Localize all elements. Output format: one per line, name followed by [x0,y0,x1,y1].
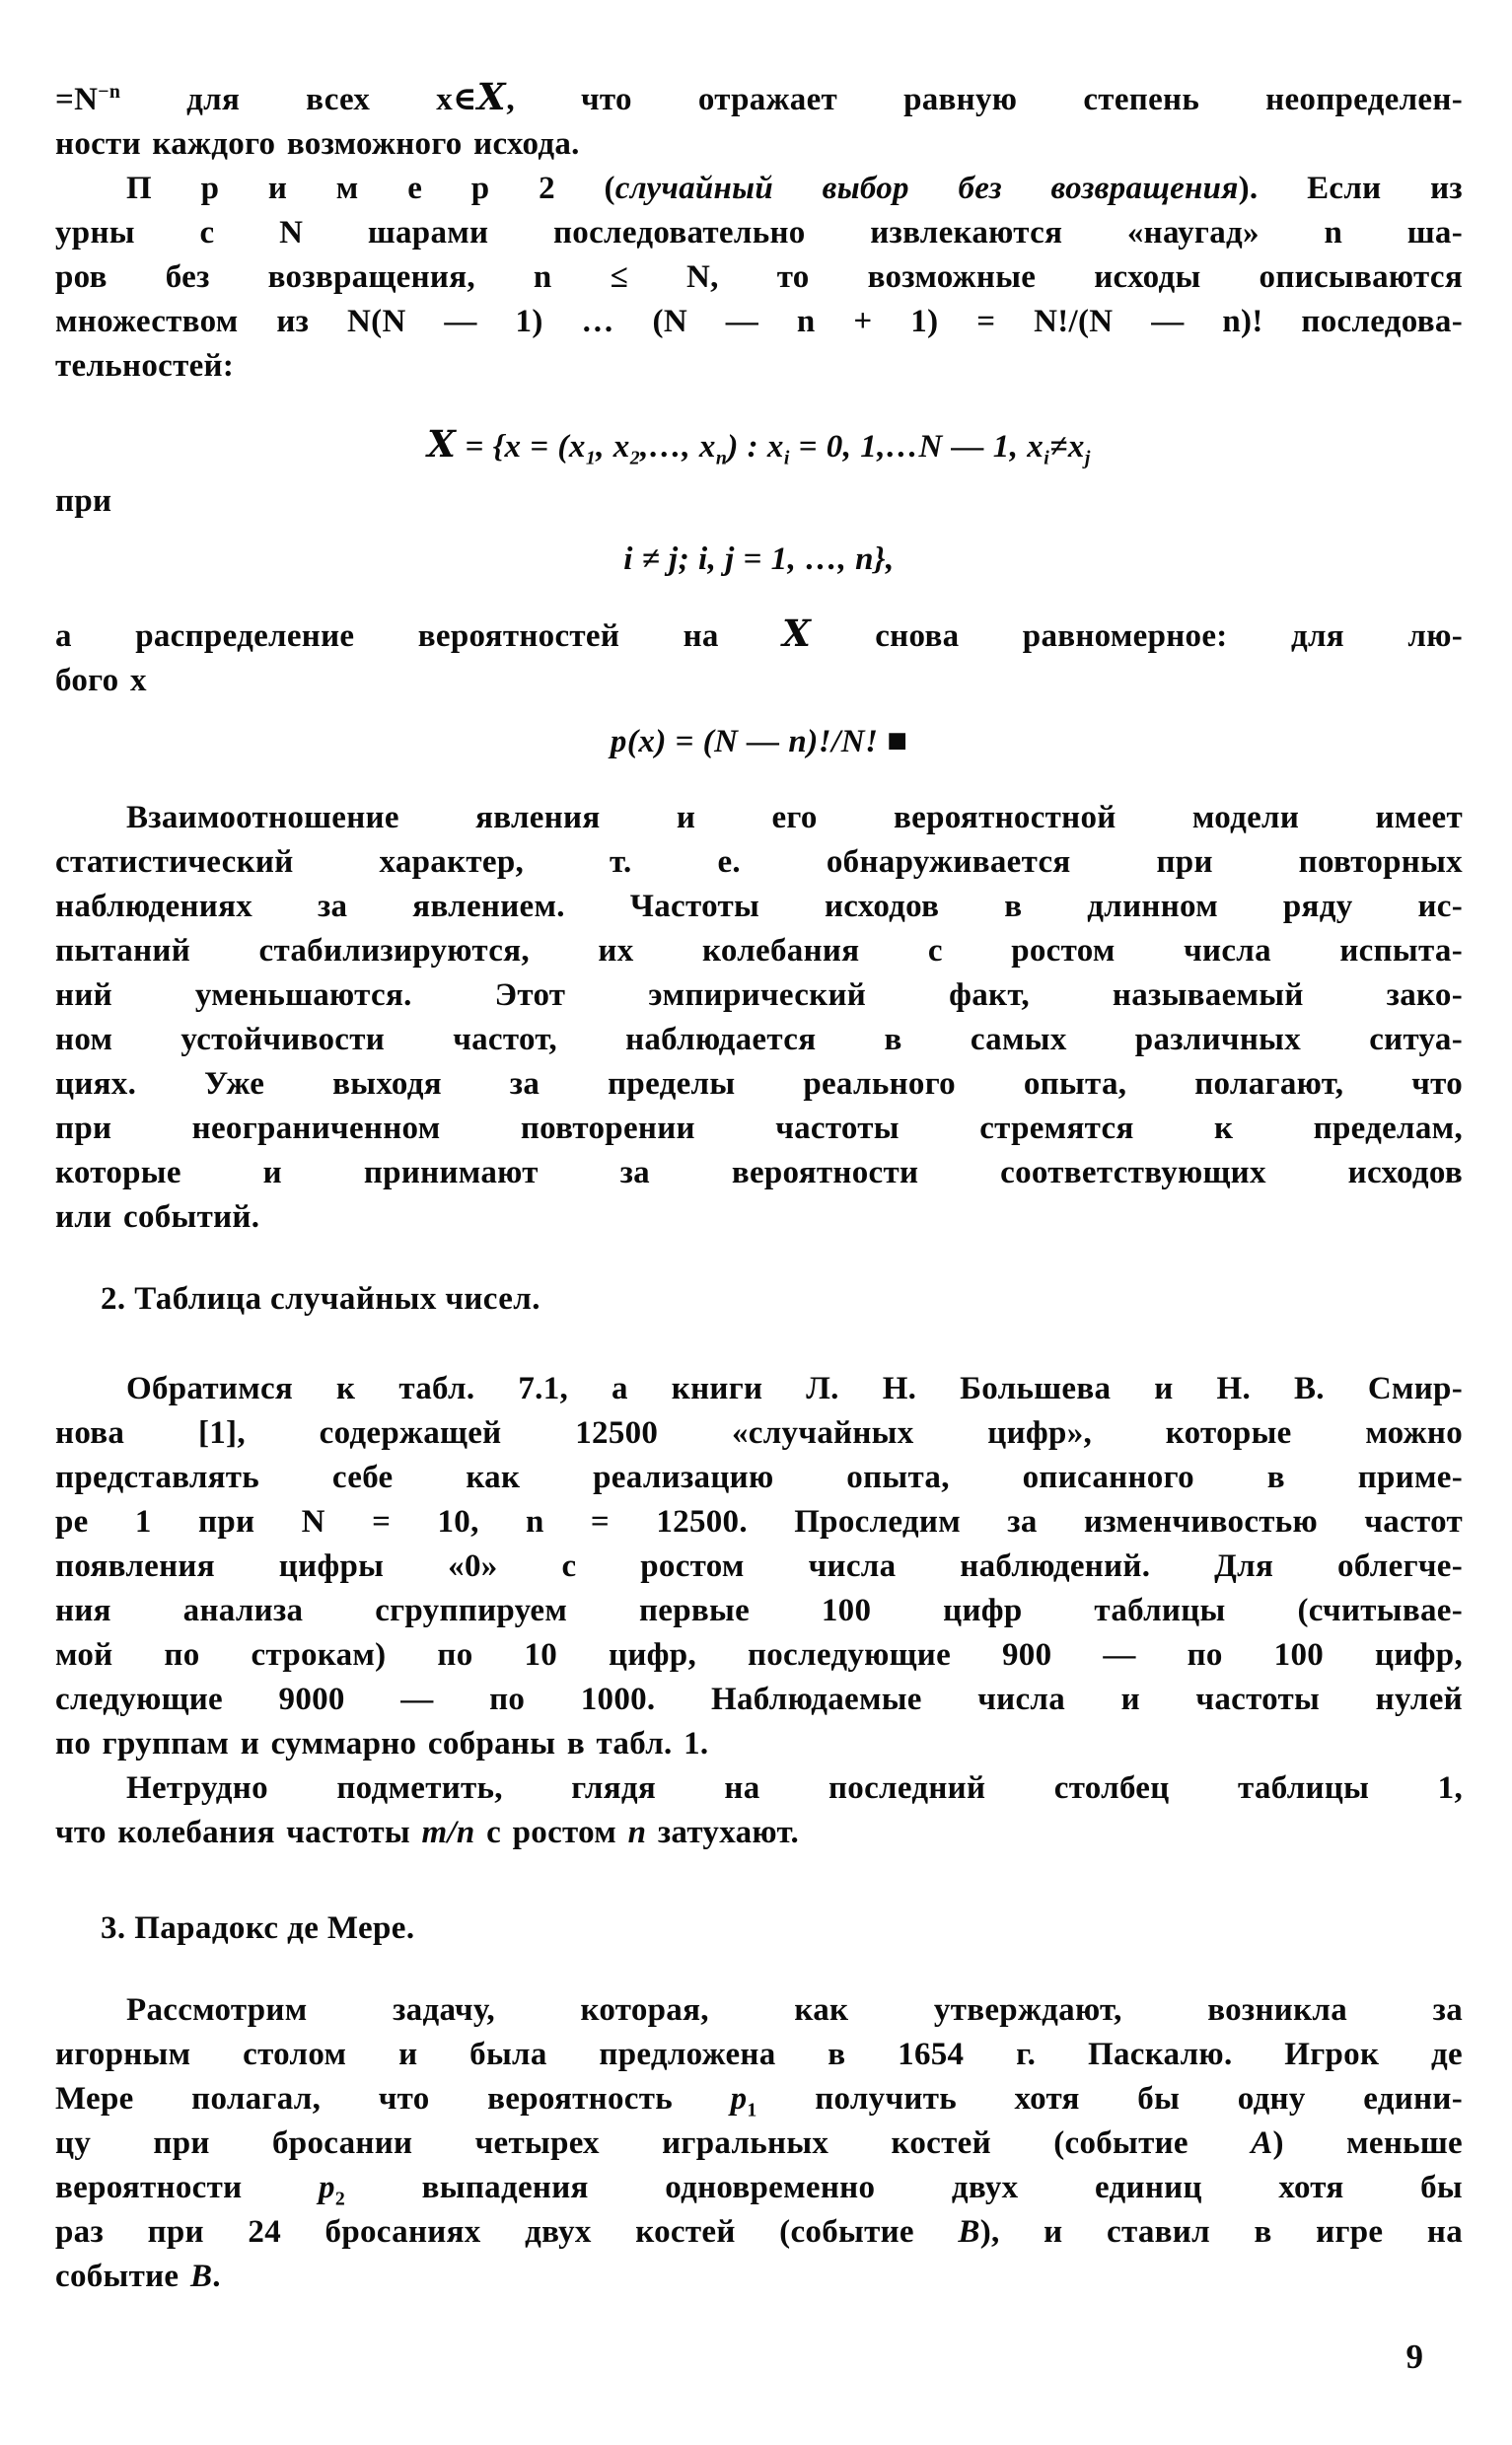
text-line: циях. Уже выходя за пределы реального опыта, полагают, что [55,1066,1463,1102]
paragraph-continuation [55,75,1463,167]
text-line: Обратимся к табл. 7.1, а книги Л. Н. Большева и Н. В. Смир- [126,1371,1463,1406]
text-fragment: затухают. [646,1815,800,1850]
text-fragment: снова равномерное: для лю- [811,618,1463,654]
text-line: статистический характер, т. е. обнаруживается при повторных [55,844,1463,880]
subscript: 2 [629,447,641,469]
text-fragment: . [212,2259,221,2294]
text-fragment: с ростом [474,1815,628,1850]
text-line: бого x [55,663,147,698]
text-fragment: раз при 24 бросаниях двух костей (событие [55,2214,959,2250]
text-line [55,2077,1463,2121]
text-fragment: что колебания частоты [55,1815,422,1850]
subscript: i [783,447,790,469]
text-fragment: m/n [421,1815,475,1850]
text-line [55,2210,1463,2255]
paragraph-de-mere [55,1988,1463,2299]
text-fragment: выпадения одновременно двух единиц хотя бы [345,2170,1463,2205]
paragraph-random-digit-table [55,1367,1463,1766]
page-number: 9 [1405,2337,1423,2376]
text-fragment: ), и ставил в игре на [979,2214,1463,2250]
text-fragment: =N [55,82,99,117]
text-fragment: B [189,2259,213,2294]
text-fragment: , x [596,429,630,465]
section-heading-random-number-table: 2. Таблица случайных чисел. [101,1281,540,1317]
text-line: при [55,483,112,519]
text-fragment: событие [55,2259,190,2294]
equation-probability [55,719,1463,764]
paragraph-observation [55,1766,1463,1855]
text-fragment: B [958,2214,980,2250]
text-fragment: получить хотя бы одну едини- [756,2081,1463,2117]
text-fragment: A [1251,2125,1273,2161]
subscript: n [715,447,728,469]
text-fragment: случайный выбор без возвращения [614,171,1239,206]
text-fragment: , что отражает равную степень неопределен- [506,82,1463,117]
text-fragment: = {x = (x [456,429,586,465]
text-line: ности каждого возможного исхода. [55,126,580,162]
text-fragment: вероятности [55,2170,320,2205]
subscript: 1 [585,447,597,469]
text-line: при неограниченном повторении частоты стремятся к пределам, [55,1111,1463,1146]
text-fragment: ) меньше [1272,2125,1463,2161]
text-line: тельностей: [55,348,235,384]
text-fragment: для всех x∈ [120,82,477,117]
text-fragment [878,724,887,759]
text-fragment: ≠x [1049,429,1085,465]
text-line [55,2166,1463,2210]
paragraph-frequency-stability [55,796,1463,1240]
text-line: по группам и суммарно собраны в табл. 1. [55,1726,709,1762]
text-line: мой по строкам) по 10 цифр, последующие 900 — по 100 цифр, [55,1637,1463,1673]
text-line: представлять себе как реализацию опыта, описанного в приме- [55,1460,1463,1495]
script-x-symbol: X [427,422,455,466]
text-line: ров без возвращения, n ≤ N, то возможные исходы описываются [55,259,1463,295]
text-fragment: ). Если из [1238,171,1463,206]
text-fragment: цу при бросании четырех игральных костей (событие [55,2125,1252,2161]
text-fragment: ,…, x [640,429,716,465]
text-line: множеством из N(N — 1) … (N — n + 1) = N!/(N — n)! последова- [55,304,1463,339]
text-line: пытаний стабилизируются, их колебания с ростом числа испыта- [55,933,1463,969]
text-line: игорным столом и была предложена в 1654 г. Паскалю. Игрок де [55,2037,1463,2072]
text-fragment: p [319,2170,335,2205]
text-line [55,167,1463,211]
equation-sample-space [55,422,1463,469]
text-line: которые и принимают за вероятности соответствующих исходов [55,1155,1463,1190]
text-line: Взаимоотношение явления и его вероятностной модели имеет [126,800,1463,835]
text-line [55,75,1463,122]
text-line [55,2255,1463,2299]
text-fragment: ■ [887,722,908,759]
text-line: урны с N шарами последовательно извлекаются «наугад» n ша- [55,215,1463,251]
text-fragment: а распределение вероятностей на [55,618,783,654]
superscript: −n [98,81,121,103]
script-x-symbol: X [476,75,505,118]
text-fragment: П р и м е р 2 ( [126,171,615,206]
equation-indices: i ≠ j; i, j = 1, …, n}, [623,541,895,577]
text-fragment: = 0, 1,…N — 1, x [789,429,1044,465]
paragraph-example-2 [55,167,1463,389]
paragraph-distribution [55,611,1463,703]
text-line: следующие 9000 — по 1000. Наблюдаемые числа и частоты нулей [55,1682,1463,1717]
text-line [55,611,1463,659]
text-line: Нетрудно подметить, глядя на последний столбец таблицы 1, [126,1770,1463,1806]
subscript: i [1044,447,1050,469]
text-fragment: n [627,1815,647,1850]
section-heading-de-mere-paradox: 3. Парадокс де Мере. [101,1910,415,1946]
text-fragment: p [730,2081,748,2117]
text-fragment: Мере полагал, что вероятность [55,2081,731,2117]
text-line: ния анализа сгруппируем первые 100 цифр таблицы (считывае- [55,1593,1463,1628]
subscript: 1 [747,2099,757,2121]
text-fragment: p(x) = (N — n)!/N! [610,724,879,759]
script-x-symbol: X [782,611,810,655]
text-line: ре 1 при N = 10, n = 12500. Проследим за изменчивостью частот [55,1504,1463,1540]
subscript: 2 [334,2188,346,2210]
text-line: или событий. [55,1199,260,1235]
text-line: появления цифры «0» с ростом числа наблюдений. Для облегче- [55,1548,1463,1584]
text-line [55,1811,1463,1855]
text-line: ном устойчивости частот, наблюдается в самых различных ситуа- [55,1022,1463,1057]
text-line: нова [1], содержащей 12500 «случайных цифр», которые можно [55,1415,1463,1451]
subscript: j [1084,447,1091,469]
text-line: ний уменьшаются. Этот эмпирический факт, называемый зако- [55,977,1463,1013]
text-fragment: ) : x [727,429,784,465]
text-line: Рассмотрим задачу, которая, как утверждают, возникла за [126,1992,1463,2028]
text-line [55,2121,1463,2166]
text-line: наблюдениях за явлением. Частоты исходов в длинном ряду ис- [55,889,1463,924]
